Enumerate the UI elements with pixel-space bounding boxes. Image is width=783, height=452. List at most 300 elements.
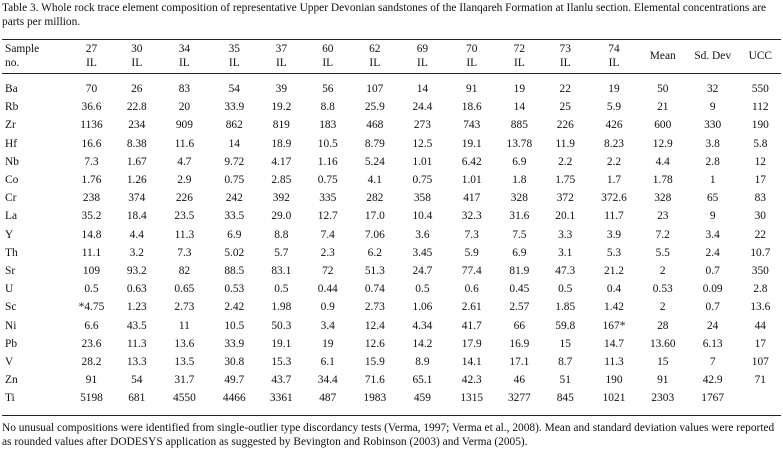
value-cell: 28	[657, 319, 669, 332]
element-label: V	[5, 356, 14, 369]
table-row	[2, 153, 781, 171]
header-mean: Mean	[649, 49, 676, 62]
value-cell: 15	[657, 356, 669, 369]
value-cell: 25.9	[364, 101, 385, 114]
sample-code: IL	[131, 56, 143, 69]
value-cell: 13.6	[174, 337, 195, 350]
value-cell: 2	[659, 301, 666, 314]
value-cell: 1.06	[412, 301, 433, 314]
sample-num: 72	[513, 43, 526, 55]
element-label: U	[5, 283, 14, 296]
value-cell: 2.2	[558, 155, 573, 168]
value-cell: 1.98	[271, 301, 292, 314]
value-cell: 9	[709, 210, 716, 223]
value-cell: 22	[559, 83, 571, 95]
value-cell: 0.75	[224, 174, 245, 187]
value-cell: 6.9	[227, 228, 242, 241]
value-cell: 39	[275, 83, 288, 95]
table-row	[2, 389, 781, 407]
value-cell: 0.75	[317, 174, 338, 187]
element-label: Ni	[5, 319, 17, 332]
value-cell: 487	[319, 392, 337, 405]
value-cell: 1315	[460, 392, 484, 405]
header-sample-col	[398, 40, 447, 73]
value-cell: 5198	[80, 392, 103, 405]
value-cell: 11	[178, 319, 190, 332]
header-sample-label: Sample	[5, 43, 40, 55]
sample-code: IL	[608, 56, 620, 69]
sample-code: IL	[322, 56, 334, 69]
spacer-cell	[2, 73, 781, 80]
value-cell: 6.9	[512, 155, 527, 168]
value-cell: 43.7	[271, 374, 292, 387]
value-cell: 1	[709, 174, 716, 187]
sample-code: IL	[179, 56, 190, 69]
value-cell: 5.9	[606, 101, 622, 114]
value-cell: 14	[228, 137, 240, 150]
value-cell: 18.4	[126, 210, 147, 223]
value-cell: 32.3	[461, 210, 482, 223]
value-cell: 350	[751, 265, 769, 278]
value-cell: 8.9	[415, 356, 430, 369]
table-row	[2, 298, 781, 316]
sample-num: 69	[416, 43, 429, 55]
value-cell: 22	[754, 228, 766, 241]
sample-code: IL	[559, 56, 571, 69]
value-cell: 71.6	[364, 374, 385, 387]
value-cell: 33.9	[224, 101, 245, 114]
value-cell: 1.01	[461, 174, 482, 187]
bottom-rule	[2, 415, 781, 416]
value-cell: 5.5	[655, 246, 670, 259]
value-cell: 0.5	[558, 283, 573, 296]
value-cell: 1.16	[317, 155, 338, 168]
value-cell: 600	[654, 119, 672, 132]
value-cell: 372	[556, 192, 574, 205]
sample-num: 62	[369, 43, 381, 55]
value-cell: 72	[322, 265, 334, 278]
value-cell: 328	[510, 192, 528, 205]
value-cell: 2	[659, 265, 666, 278]
value-cell: 273	[413, 119, 431, 132]
value-cell: 2.8	[705, 155, 720, 168]
value-cell: 1021	[602, 392, 626, 405]
value-cell: 167*	[602, 319, 626, 332]
value-cell: 7.3	[177, 246, 192, 259]
header-sample-col	[69, 40, 115, 73]
value-cell: 19.1	[461, 137, 482, 150]
element-label: Zn	[5, 374, 18, 387]
value-cell: 6.1	[320, 356, 335, 369]
value-cell: 50	[657, 83, 669, 95]
value-cell: 11.1	[81, 246, 102, 259]
value-cell: 4.34	[412, 319, 433, 332]
value-cell: 6.13	[702, 337, 723, 350]
value-cell: 66	[513, 319, 526, 332]
table-row	[2, 280, 781, 298]
value-cell: 12.7	[317, 210, 338, 223]
value-cell: 5.8	[753, 137, 768, 150]
value-cell: 0.5	[274, 283, 289, 296]
value-cell: 47.3	[555, 265, 576, 278]
value-cell: 33.5	[224, 210, 245, 223]
value-cell: 5.24	[364, 155, 385, 168]
value-cell: 14.8	[81, 228, 102, 241]
value-cell: 234	[128, 119, 146, 132]
value-cell: 426	[605, 119, 623, 132]
value-cell: 7.4	[320, 228, 335, 241]
value-cell: 14	[513, 101, 526, 114]
sample-num: 73	[559, 43, 571, 55]
table-row	[2, 353, 781, 371]
value-cell: 21.2	[604, 265, 624, 278]
value-cell: 65.1	[412, 374, 433, 387]
value-cell: 845	[556, 392, 574, 405]
element-label: Nb	[5, 155, 19, 168]
value-cell: 33.9	[224, 337, 245, 350]
value-cell: 13.60	[649, 337, 676, 350]
value-cell: 8.38	[126, 137, 147, 150]
value-cell: 24.4	[412, 101, 433, 114]
value-cell: 83	[754, 192, 766, 205]
value-cell: 2.8	[753, 283, 768, 296]
value-cell: 6.42	[461, 155, 482, 168]
sample-code: IL	[275, 56, 287, 69]
value-cell: 1983	[363, 392, 387, 405]
value-cell: 5.02	[224, 246, 245, 259]
value-cell: 18.6	[461, 101, 482, 114]
value-cell: 7.2	[655, 228, 670, 241]
header-sample-col	[259, 40, 304, 73]
value-cell: 30	[754, 210, 766, 223]
element-label: Ba	[5, 83, 18, 95]
value-cell: 19	[322, 337, 334, 350]
value-cell: 1.85	[555, 301, 576, 314]
value-cell: 190	[605, 374, 623, 387]
element-label: Pb	[5, 337, 18, 350]
value-cell: 190	[751, 119, 769, 132]
value-cell: 0.5	[84, 283, 99, 296]
header-sd-dev: Sd. Dev	[694, 49, 732, 62]
value-cell: 4.17	[271, 155, 292, 168]
value-cell: 19	[513, 83, 526, 95]
sample-code: IL	[228, 56, 240, 69]
value-cell: 1.01	[412, 155, 433, 168]
value-cell: 468	[366, 119, 384, 132]
value-cell: 6.9	[512, 246, 527, 259]
element-label: Y	[5, 228, 14, 241]
value-cell: 20.1	[555, 210, 576, 223]
value-cell: 51.3	[364, 265, 385, 278]
value-cell: 50.3	[271, 319, 292, 332]
value-cell: 28.2	[81, 356, 102, 369]
value-cell: 5.9	[464, 246, 479, 259]
header-sample-col	[352, 40, 398, 73]
value-cell: 2.42	[224, 301, 245, 314]
element-label: Cr	[5, 192, 17, 205]
value-cell	[740, 389, 781, 407]
table-row	[2, 335, 781, 353]
table-row	[2, 116, 781, 134]
value-cell: 8.23	[604, 137, 624, 150]
value-cell: 19.1	[271, 337, 292, 350]
table-row	[2, 244, 781, 262]
value-cell: 0.09	[702, 283, 723, 296]
sample-code: IL	[369, 56, 381, 69]
value-cell: 35.2	[81, 210, 102, 223]
value-cell: 417	[463, 192, 481, 205]
value-cell: 17	[754, 337, 766, 350]
sample-num: 34	[178, 43, 191, 55]
value-cell: 19	[608, 83, 620, 95]
table-row	[2, 371, 781, 389]
value-cell: 49.7	[224, 374, 245, 387]
value-cell: 550	[751, 83, 769, 95]
value-cell: 23	[657, 210, 669, 223]
value-cell: 77.4	[461, 265, 482, 278]
value-cell: 0.75	[412, 174, 433, 187]
value-cell: 10.5	[224, 319, 245, 332]
value-cell: 242	[225, 192, 243, 205]
sample-num: 60	[322, 43, 334, 55]
value-cell: 81.9	[509, 265, 530, 278]
value-cell: 11.3	[604, 356, 624, 369]
value-cell: 3.3	[558, 228, 573, 241]
value-cell: 9.72	[224, 155, 245, 168]
value-cell: 1767	[701, 392, 725, 405]
value-cell: 107	[366, 83, 384, 95]
table-row	[2, 135, 781, 153]
value-cell: 54	[228, 83, 240, 95]
value-cell: 17.1	[509, 356, 530, 369]
value-cell: 17.9	[461, 337, 482, 350]
value-cell: 3.9	[606, 228, 622, 241]
sample-code: IL	[513, 56, 525, 69]
sample-code: IL	[86, 56, 97, 69]
value-cell: 17	[754, 174, 766, 187]
value-cell: 1.42	[604, 301, 624, 314]
value-cell: 11.3	[174, 228, 195, 241]
value-cell: 16.9	[509, 337, 530, 350]
value-cell: 30.8	[224, 356, 245, 369]
value-cell: 226	[175, 192, 193, 205]
value-cell: 11.9	[555, 137, 575, 150]
value-cell: 13.78	[506, 137, 533, 150]
sample-num: 30	[131, 43, 143, 55]
value-cell: 36.6	[81, 101, 102, 114]
value-cell: 2.3	[320, 246, 335, 259]
sample-num: 37	[275, 43, 288, 55]
sample-num: 70	[466, 43, 478, 55]
value-cell: 32	[706, 83, 719, 95]
value-cell: 8.7	[558, 356, 573, 369]
value-cell: 0.63	[126, 283, 147, 296]
value-cell: 59.8	[555, 319, 576, 332]
value-cell: 7.3	[84, 155, 99, 168]
value-cell: 0.53	[652, 283, 673, 296]
value-cell: 16.6	[81, 137, 102, 150]
value-cell: 91	[657, 374, 669, 387]
value-cell: 2.61	[461, 301, 482, 314]
value-cell: 14	[416, 83, 429, 95]
table-row	[2, 262, 781, 280]
value-cell: 93.2	[126, 265, 147, 278]
value-cell: 1.78	[652, 174, 673, 187]
value-cell: 31.7	[174, 374, 195, 387]
value-cell: 1136	[80, 119, 103, 132]
element-label: Sc	[5, 301, 17, 314]
value-cell: 5.3	[606, 246, 622, 259]
value-cell: 51	[559, 374, 571, 387]
table-row	[2, 317, 781, 335]
value-cell: 10.5	[317, 137, 338, 150]
table-row	[2, 189, 781, 207]
value-cell: 328	[654, 192, 672, 205]
value-cell: 13.5	[174, 356, 195, 369]
value-cell: 2.4	[705, 246, 720, 259]
value-cell: 14.7	[604, 337, 624, 350]
sample-code: IL	[417, 56, 428, 69]
table-caption: Table 3. Whole rock trace element composition of representative Upper Devonian sandstones of the Ilanqareh Formation at Ilanlu section. Elemental concentrations are parts per million.	[2, 2, 767, 28]
value-cell: 0.53	[224, 283, 245, 296]
value-cell: 14.1	[461, 356, 482, 369]
value-cell: 4466	[222, 392, 246, 405]
value-cell: 1.26	[126, 174, 147, 187]
element-label: La	[5, 210, 18, 223]
value-cell: 3.1	[558, 246, 573, 259]
value-cell: 3.2	[129, 246, 144, 259]
value-cell: 0.5	[415, 283, 430, 296]
value-cell: 335	[319, 192, 337, 205]
value-cell: 109	[82, 265, 101, 278]
value-cell: 12.4	[364, 319, 385, 332]
value-cell: 82	[178, 265, 191, 278]
value-cell: 31.6	[509, 210, 530, 223]
value-cell: 0.6	[464, 283, 479, 296]
value-cell: 83.1	[271, 265, 292, 278]
value-cell: 23.5	[174, 210, 195, 223]
table-row	[2, 171, 781, 189]
value-cell: 42.3	[461, 374, 482, 387]
value-cell: 743	[463, 119, 481, 132]
element-label: Th	[5, 246, 18, 259]
value-cell: 7	[709, 356, 716, 369]
element-label: Ti	[5, 392, 15, 405]
value-cell: 1.8	[512, 174, 527, 187]
value-cell: 1.75	[555, 174, 576, 187]
value-cell: 2.2	[606, 155, 622, 168]
header-sample-no	[2, 40, 69, 73]
value-cell: 8.79	[364, 137, 385, 150]
value-cell: 19.2	[271, 101, 292, 114]
value-cell: 23.6	[81, 337, 102, 350]
value-cell: 0.45	[509, 283, 530, 296]
value-cell: 83	[178, 83, 191, 95]
sample-code: IL	[466, 56, 478, 69]
value-cell: 2.85	[271, 174, 292, 187]
value-cell: 71	[754, 374, 766, 387]
header-sample-col	[210, 40, 259, 73]
value-cell: 885	[510, 119, 528, 132]
header-sample-col	[159, 40, 209, 73]
value-cell: 14.2	[412, 337, 433, 350]
value-cell: 11.7	[604, 210, 624, 223]
value-cell: 0.65	[174, 283, 195, 296]
table-row	[2, 207, 781, 225]
value-cell: 22.8	[126, 101, 147, 114]
header-ucc: UCC	[748, 49, 773, 62]
value-cell: 34.4	[317, 374, 338, 387]
value-cell: 0.74	[364, 283, 385, 296]
value-cell: 91	[466, 83, 478, 95]
value-cell: 819	[272, 119, 290, 132]
value-cell: 7.5	[512, 228, 527, 241]
value-cell: 8.8	[274, 228, 289, 241]
value-cell: 330	[704, 119, 722, 132]
value-cell: 7.06	[364, 228, 385, 241]
value-cell: 10.4	[412, 210, 433, 223]
value-cell: 41.7	[461, 319, 482, 332]
value-cell: 13.6	[750, 301, 771, 314]
value-cell: 6.2	[367, 246, 382, 259]
value-cell: 12.5	[412, 137, 433, 150]
value-cell: 56	[322, 83, 334, 95]
value-cell: 13.3	[126, 356, 147, 369]
value-cell: 12.9	[652, 137, 673, 150]
header-sample-col	[304, 40, 352, 73]
value-cell: 43.5	[126, 319, 147, 332]
header-sample-col	[542, 40, 588, 73]
value-cell: 26	[131, 83, 143, 95]
value-cell: 6.6	[84, 319, 99, 332]
value-cell: 3.8	[705, 137, 720, 150]
value-cell: 238	[82, 192, 101, 205]
value-cell: 25	[559, 101, 571, 114]
value-cell: 358	[413, 192, 431, 205]
value-cell: 24	[706, 319, 719, 332]
header-no-label: no.	[5, 56, 20, 69]
element-label: Rb	[5, 101, 19, 114]
value-cell: 9	[709, 101, 716, 114]
value-cell: 42.9	[702, 374, 723, 387]
value-cell: 15	[559, 337, 571, 350]
value-cell: 862	[225, 119, 243, 132]
table-row	[2, 226, 781, 244]
value-cell: 4.1	[367, 174, 382, 187]
value-cell: 3.4	[320, 319, 335, 332]
value-cell: 1.23	[126, 301, 147, 314]
value-cell: 0.4	[606, 283, 622, 296]
value-cell: 2303	[651, 392, 675, 405]
trace-element-table	[2, 40, 781, 408]
value-cell: 15.3	[271, 356, 292, 369]
value-cell: 29.0	[271, 210, 292, 223]
value-cell: 3277	[507, 392, 531, 405]
value-cell: 11.3	[127, 337, 147, 350]
header-sample-col	[496, 40, 542, 73]
value-cell: 12	[754, 155, 766, 168]
value-cell: 2.73	[174, 301, 195, 314]
sample-num: 74	[608, 43, 620, 55]
value-cell: 374	[128, 192, 146, 205]
value-cell: 0.44	[317, 283, 338, 296]
value-cell: 7.3	[464, 228, 479, 241]
value-cell: 44	[754, 319, 766, 332]
value-cell: 2.9	[177, 174, 192, 187]
value-cell: 65	[706, 192, 719, 205]
value-cell: 112	[751, 101, 769, 114]
value-cell: 0.9	[320, 301, 335, 314]
